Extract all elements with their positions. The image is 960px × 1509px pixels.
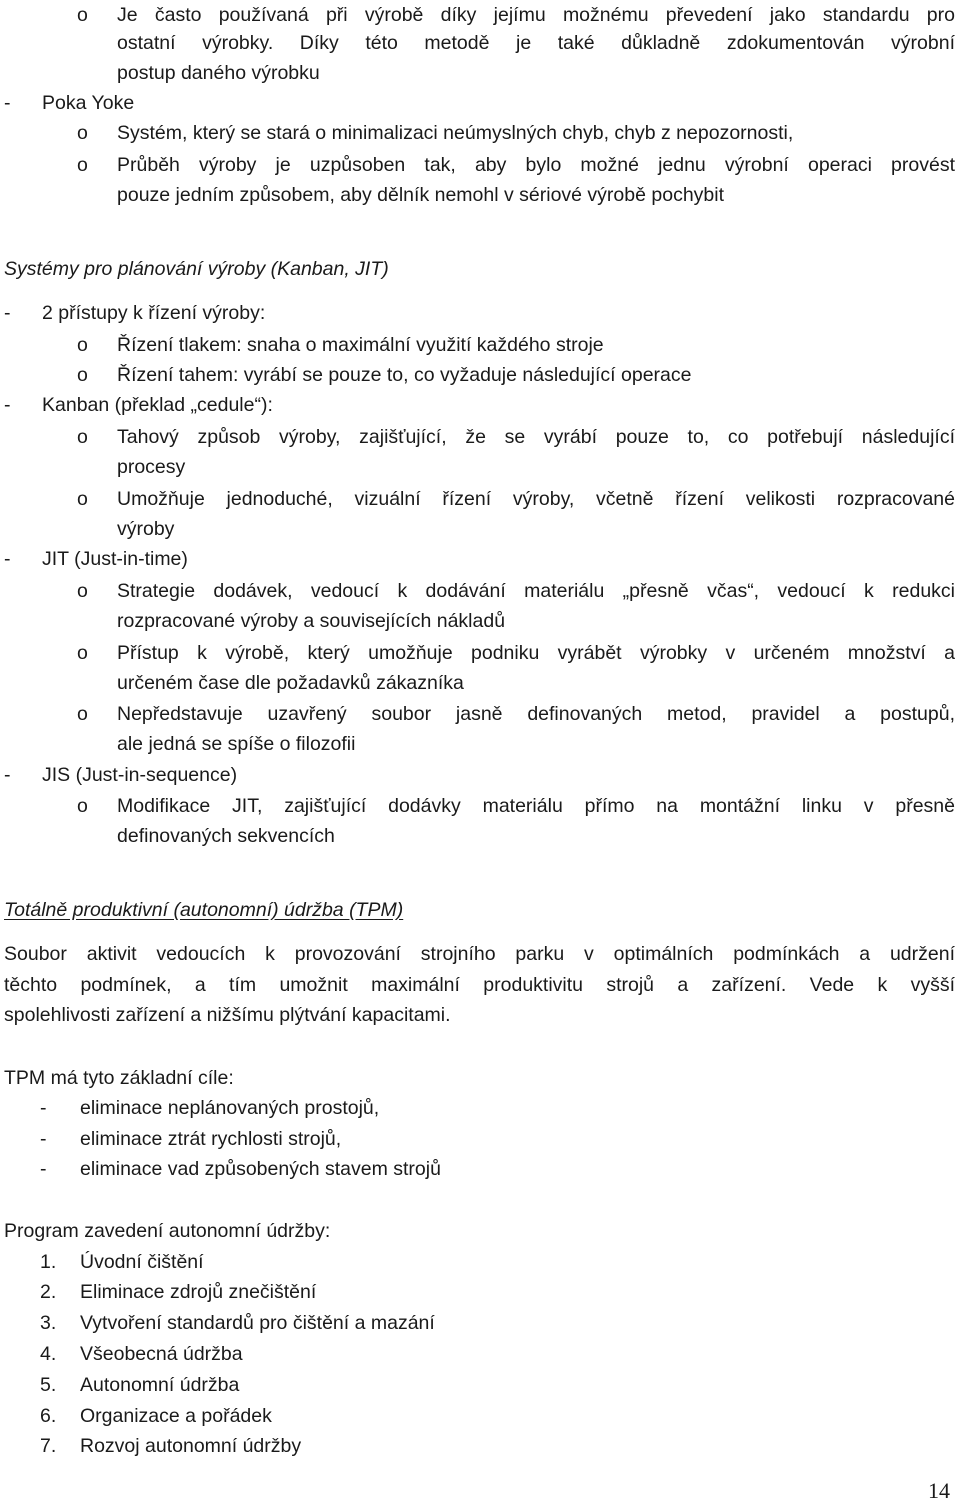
text-line: Umožňuje jednoduché, vizuální řízení výroby, včetně řízení velikosti rozpracované	[117, 488, 955, 510]
dash-marker: -	[4, 764, 11, 786]
section-heading: Systémy pro plánování výroby (Kanban, JIT)	[4, 258, 389, 280]
bullet-marker: o	[77, 795, 88, 817]
list-number: 1.	[40, 1251, 57, 1273]
text-line: ale jedná se spíše o filozofii	[117, 733, 356, 755]
text-line: ostatní výrobky. Díky této metodě je také důkladně zdokumentován výrobní	[117, 32, 955, 54]
dash-marker: -	[4, 302, 11, 324]
bullet-marker: o	[77, 364, 88, 386]
list-number: 5.	[40, 1374, 57, 1396]
bullet-marker: o	[77, 154, 88, 176]
text-line: Soubor aktivit vedoucích k provozování strojního parku v optimálních podmínkách a udržení	[4, 943, 955, 965]
text-line: eliminace ztrát rychlosti strojů,	[80, 1128, 342, 1150]
list-number: 2.	[40, 1281, 57, 1303]
text-line: eliminace neplánovaných prostojů,	[80, 1097, 380, 1119]
text-line: Strategie dodávek, vedoucí k dodávání materiálu „přesně včas“, vedoucí k redukci	[117, 580, 955, 602]
bullet-marker: o	[77, 4, 88, 26]
text-line: Vytvoření standardů pro čištění a mazání	[80, 1312, 435, 1334]
text-line: spolehlivosti zařízení a nižšímu plýtvání kapacitami.	[4, 1004, 451, 1026]
dash-marker: -	[40, 1097, 47, 1119]
text-line: Přístup k výrobě, který umožňuje podniku vyrábět výrobky v určeném množství a	[117, 642, 955, 664]
text-line: Úvodní čištění	[80, 1251, 204, 1273]
list-number: 3.	[40, 1312, 57, 1334]
text-line: Program zavedení autonomní údržby:	[4, 1220, 331, 1242]
text-line: TPM má tyto základní cíle:	[4, 1067, 234, 1089]
text-line: procesy	[117, 456, 186, 478]
text-line: postup daného výrobku	[117, 62, 320, 84]
bullet-marker: o	[77, 122, 88, 144]
text-line: pouze jedním způsobem, aby dělník nemohl v sériové výrobě pochybit	[117, 184, 725, 206]
bullet-marker: o	[77, 642, 88, 664]
text-line: Systém, který se stará o minimalizaci neúmyslných chyb, chyb z nepozornosti,	[117, 122, 794, 144]
text-line: Nepředstavuje uzavřený soubor jasně definovaných metod, pravidel a postupů,	[117, 703, 955, 725]
dash-marker: -	[4, 92, 11, 114]
dash-marker: -	[4, 548, 11, 570]
list-number: 4.	[40, 1343, 57, 1365]
text-line: Všeobecná údržba	[80, 1343, 243, 1365]
bullet-marker: o	[77, 488, 88, 510]
text-line: Rozvoj autonomní údržby	[80, 1435, 302, 1457]
text-line: JIT (Just-in-time)	[42, 548, 188, 570]
text-line: definovaných sekvencích	[117, 825, 335, 847]
list-number: 7.	[40, 1435, 57, 1457]
dash-marker: -	[4, 394, 11, 416]
bullet-marker: o	[77, 334, 88, 356]
text-line: Řízení tlakem: snaha o maximální využití každého stroje	[117, 334, 604, 356]
dash-marker: -	[40, 1158, 47, 1180]
text-line: Řízení tahem: vyrábí se pouze to, co vyžaduje následující operace	[117, 364, 692, 386]
text-line: 2 přístupy k řízení výroby:	[42, 302, 266, 324]
text-line: Autonomní údržba	[80, 1374, 240, 1396]
text-line: JIS (Just-in-sequence)	[42, 764, 238, 786]
text-line: Průběh výroby je uzpůsoben tak, aby bylo možné jednu výrobní operaci provést	[117, 154, 955, 176]
text-line: určeném čase dle požadavků zákazníka	[117, 672, 464, 694]
page-number: 14	[928, 1478, 950, 1503]
text-line: eliminace vad způsobených stavem strojů	[80, 1158, 441, 1180]
bullet-marker: o	[77, 426, 88, 448]
bullet-marker: o	[77, 703, 88, 725]
text-line: rozpracované výroby a souvisejících nákladů	[117, 610, 506, 632]
section-heading: Totálně produktivní (autonomní) údržba (TPM)	[4, 899, 404, 921]
text-line: výroby	[117, 518, 175, 540]
text-line: Modifikace JIT, zajišťující dodávky materiálu přímo na montážní linku v přesně	[117, 795, 955, 817]
text-line: Kanban (překlad „cedule“):	[42, 394, 273, 416]
text-line: Eliminace zdrojů znečištění	[80, 1281, 317, 1303]
list-number: 6.	[40, 1405, 57, 1427]
bullet-marker: o	[77, 580, 88, 602]
text-line: Tahový způsob výroby, zajišťující, že se vyrábí pouze to, co potřebují následující	[117, 426, 955, 448]
text-line: Je často používaná při výrobě díky jejímu možnému převedení jako standardu pro	[117, 4, 955, 26]
text-line: Poka Yoke	[42, 92, 135, 114]
text-line: těchto podmínek, a tím umožnit maximální produktivitu strojů a zařízení. Vede k vyšší	[4, 974, 955, 996]
dash-marker: -	[40, 1128, 47, 1150]
text-line: Organizace a pořádek	[80, 1405, 272, 1427]
